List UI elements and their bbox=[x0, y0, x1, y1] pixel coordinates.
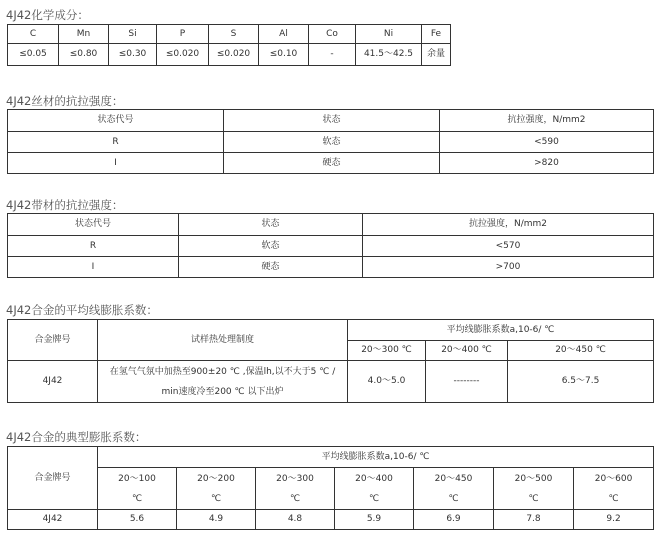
avg-value-cell: 4.0～5.0 bbox=[348, 361, 426, 403]
avg-range-header: 20～300 ℃ bbox=[348, 341, 426, 361]
avg-treatment-line: 在氢气气氛中加热至900±20 ℃ ,保温lh,以不大于5 ℃ / bbox=[109, 366, 336, 377]
typical-value-cell: 4.8 bbox=[256, 510, 335, 530]
composition-value: ≤0.30 bbox=[109, 44, 157, 66]
range-label: 20～300 bbox=[276, 473, 314, 484]
strip-cell: <570 bbox=[363, 236, 654, 257]
typical-group-header: 平均线膨胀系数a,10-6/ ℃ bbox=[98, 447, 654, 468]
composition-value: 41.5～42.5 bbox=[356, 44, 422, 66]
range-label: 20～500 bbox=[514, 473, 553, 484]
range-label: 20～100 bbox=[118, 473, 156, 484]
strip-header: 抗拉强度，N/mm2 bbox=[363, 214, 654, 236]
avg-alloy-cell: 4J42 bbox=[8, 361, 98, 403]
composition-header: P bbox=[157, 25, 209, 44]
composition-header: Mn bbox=[59, 25, 109, 44]
avg-expansion-title: 4J42合金的平均线膨胀系数： bbox=[6, 303, 158, 317]
range-unit: ℃ bbox=[368, 493, 380, 504]
typical-range-header bbox=[574, 468, 654, 510]
range-label: 20～400 bbox=[355, 473, 393, 484]
avg-range-header: 20～400 ℃ bbox=[426, 341, 508, 361]
typical-value-cell: 9.2 bbox=[574, 510, 654, 530]
wire-cell: R bbox=[8, 132, 224, 153]
composition-header: Fe bbox=[422, 25, 451, 44]
strip-table bbox=[7, 213, 654, 278]
composition-header: Co bbox=[309, 25, 356, 44]
typical-range-header bbox=[335, 468, 414, 510]
avg-group-header: 平均线膨胀系数a,10-6/ ℃ bbox=[348, 320, 654, 341]
strip-cell: >700 bbox=[363, 257, 654, 278]
typical-value-cell: 5.6 bbox=[98, 510, 177, 530]
typical-value-cell: 4.9 bbox=[177, 510, 256, 530]
strip-cell: I bbox=[8, 257, 179, 278]
avg-treatment-line: min速度冷至200 ℃ 以下出炉 bbox=[161, 386, 284, 397]
typical-alloy-cell: 4J42 bbox=[8, 510, 98, 530]
typical-value-cell: 6.9 bbox=[414, 510, 494, 530]
composition-value: ≤0.80 bbox=[59, 44, 109, 66]
wire-cell: 硬态 bbox=[224, 153, 440, 174]
typical-value-cell: 5.9 bbox=[335, 510, 414, 530]
strip-cell: R bbox=[8, 236, 179, 257]
wire-cell: 软态 bbox=[224, 132, 440, 153]
composition-header: S bbox=[209, 25, 259, 44]
typical-alloy-header: 合金牌号 bbox=[8, 447, 98, 510]
range-unit: ℃ bbox=[210, 493, 222, 504]
range-label: 20～200 bbox=[197, 473, 235, 484]
composition-header: C bbox=[8, 25, 59, 44]
avg-alloy-header: 合金牌号 bbox=[8, 320, 98, 361]
composition-value: - bbox=[309, 44, 356, 66]
strip-header: 状态代号 bbox=[8, 214, 179, 236]
avg-treatment-header: 试样热处理制度 bbox=[98, 320, 348, 361]
composition-value: 余量 bbox=[422, 44, 451, 66]
wire-header: 状态代号 bbox=[8, 110, 224, 132]
avg-range-header: 20～450 ℃ bbox=[508, 341, 654, 361]
wire-title: 4J42丝材的抗拉强度： bbox=[6, 94, 124, 108]
composition-title: 4J42化学成分： bbox=[6, 8, 89, 22]
typical-range-header bbox=[177, 468, 256, 510]
range-unit: ℃ bbox=[608, 493, 619, 504]
avg-value-cell: 6.5～7.5 bbox=[508, 361, 654, 403]
wire-table bbox=[7, 109, 654, 174]
typical-expansion-title: 4J42合金的典型膨胀系数： bbox=[6, 430, 147, 444]
composition-table bbox=[7, 24, 451, 66]
wire-cell: <590 bbox=[440, 132, 654, 153]
range-unit: ℃ bbox=[528, 493, 539, 504]
avg-expansion-table bbox=[7, 319, 654, 403]
wire-header: 抗拉强度，N/mm2 bbox=[440, 110, 654, 132]
typical-range-header bbox=[98, 468, 177, 510]
typical-expansion-table bbox=[7, 446, 654, 530]
typical-value-cell: 7.8 bbox=[494, 510, 574, 530]
composition-value: ≤0.10 bbox=[259, 44, 309, 66]
range-unit: ℃ bbox=[131, 493, 143, 504]
strip-cell: 软态 bbox=[179, 236, 363, 257]
wire-header: 状态 bbox=[224, 110, 440, 132]
composition-value: ≤0.020 bbox=[157, 44, 209, 66]
wire-cell: >820 bbox=[440, 153, 654, 174]
avg-value-cell: -------- bbox=[426, 361, 508, 403]
strip-title: 4J42带材的抗拉强度： bbox=[6, 198, 124, 212]
range-unit: ℃ bbox=[448, 493, 459, 504]
avg-treatment-cell bbox=[98, 361, 348, 403]
composition-header: Ni bbox=[356, 25, 422, 44]
composition-header: Al bbox=[259, 25, 309, 44]
range-label: 20～600 bbox=[594, 473, 633, 484]
range-unit: ℃ bbox=[289, 493, 301, 504]
composition-value: ≤0.05 bbox=[8, 44, 59, 66]
strip-cell: 硬态 bbox=[179, 257, 363, 278]
range-label: 20～450 bbox=[434, 473, 473, 484]
typical-range-header bbox=[256, 468, 335, 510]
typical-range-header bbox=[494, 468, 574, 510]
typical-range-header bbox=[414, 468, 494, 510]
wire-cell: I bbox=[8, 153, 224, 174]
strip-header: 状态 bbox=[179, 214, 363, 236]
composition-header: Si bbox=[109, 25, 157, 44]
composition-value: ≤0.020 bbox=[209, 44, 259, 66]
